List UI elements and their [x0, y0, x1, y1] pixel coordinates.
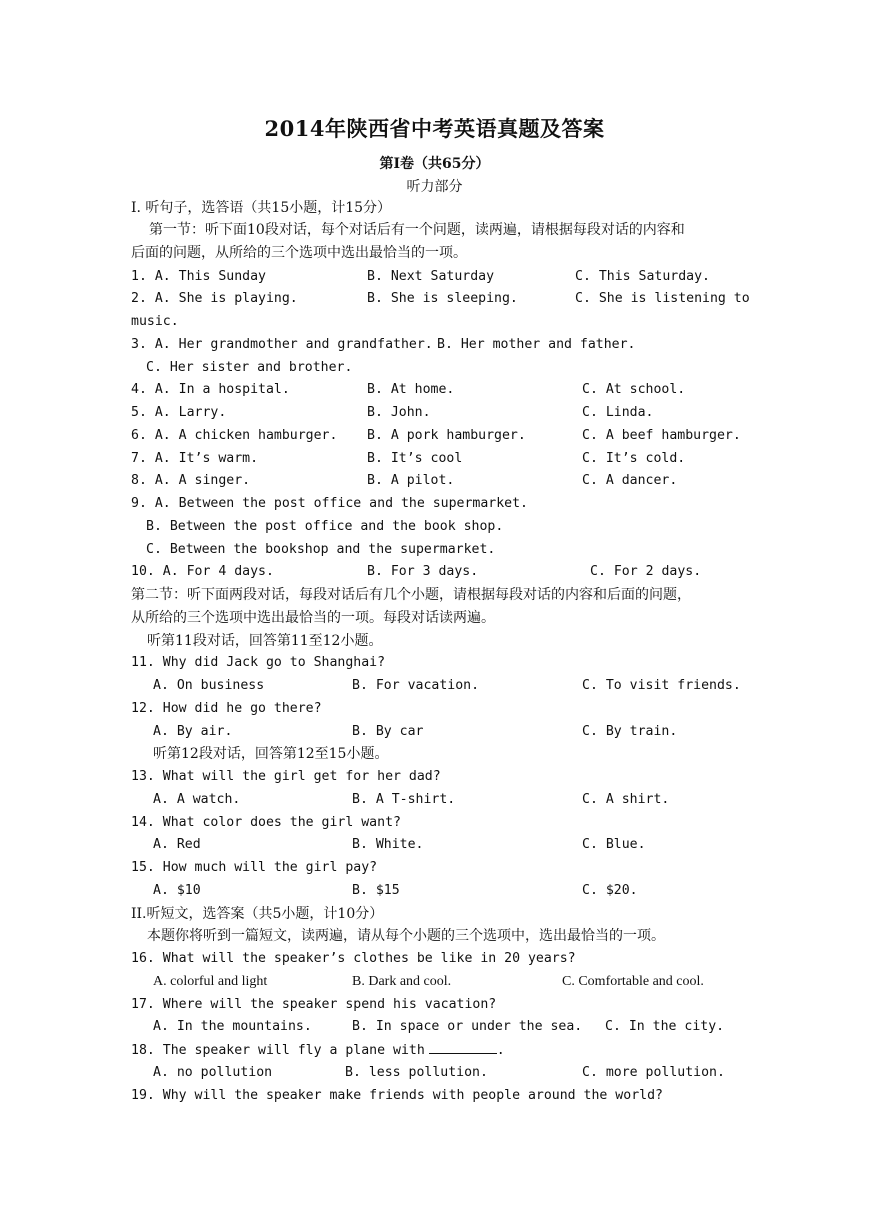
q13-option-b: B. A T-shirt. [352, 792, 456, 807]
q1-option-a: 1. A. This Sunday [131, 269, 266, 284]
q9-option-a: 9. A. Between the post office and the supermarket. [131, 496, 528, 511]
q15-option-c: C. $20. [582, 883, 638, 898]
q15-option-a: A. $10 [153, 883, 201, 898]
q16-question: 16. What will the speaker’s clothes be like in 20 years? [131, 951, 576, 966]
q17-option-c: C. In the city. [605, 1019, 725, 1034]
q7-option-c: C. It’s cold. [582, 451, 686, 466]
q5-option-a: 5. A. Larry. [131, 405, 227, 420]
q13-option-c: C. A shirt. [582, 792, 670, 807]
q2-option-c-cont: music. [131, 314, 179, 329]
q10-option-a: 10. A. For 4 days. [131, 564, 274, 579]
section-ii-heading: II.听短文，选答案（共5小题，计10分） [131, 906, 384, 922]
q17-question: 17. Where will the speaker spend his vacation? [131, 997, 497, 1012]
q5-option-b: B. John. [367, 405, 431, 420]
part-heading: 听力部分 [406, 179, 463, 195]
q15-question: 15. How much will the girl pay? [131, 860, 378, 875]
q18-option-a: A. no pollution [153, 1065, 273, 1080]
q1-option-c: C. This Saturday. [575, 269, 710, 284]
q14-option-a: A. Red [153, 837, 201, 852]
q14-question: 14. What color does the girl want? [131, 815, 401, 830]
q12-option-c: C. By train. [582, 724, 678, 739]
q8-option-c: C. A dancer. [582, 473, 678, 488]
q4-option-c: C. At school. [582, 382, 686, 397]
section2-intro-line2: 从所给的三个选项中选出最恰当的一项。每段对话读两遍。 [131, 610, 495, 626]
q3-option-c: C. Her sister and brother. [146, 360, 353, 375]
dialogue11-heading: 听第11段对话，回答第11至12小题。 [147, 633, 383, 649]
q9-option-b: B. Between the post office and the book shop. [146, 519, 504, 534]
q3-option-a: 3. A. Her grandmother and grandfather. [131, 337, 433, 352]
q11-option-b: B. For vacation. [352, 678, 480, 693]
q2-option-a: 2. A. She is playing. [131, 291, 298, 306]
q7-option-a: 7. A. It’s warm. [131, 451, 259, 466]
q5-option-c: C. Linda. [582, 405, 654, 420]
q4-option-b: B. At home. [367, 382, 455, 397]
q16-option-a: A. colorful and light [153, 974, 268, 989]
q11-option-c: C. To visit friends. [582, 678, 741, 693]
q4-option-a: 4. A. In a hospital. [131, 382, 290, 397]
q16-option-b: B. Dark and cool. [352, 974, 452, 989]
q8-option-b: B. A pilot. [367, 473, 455, 488]
answer-blank [429, 1041, 497, 1054]
q9-option-c: C. Between the bookshop and the supermarket. [146, 542, 496, 557]
q10-option-c: C. For 2 days. [590, 564, 702, 579]
q12-option-a: A. By air. [153, 724, 233, 739]
q18-option-c: C. more pollution. [582, 1065, 725, 1080]
q15-option-b: B. $15 [352, 883, 400, 898]
q18-question-text: 18. The speaker will fly a plane with [131, 1043, 425, 1058]
q17-option-a: A. In the mountains. [153, 1019, 312, 1034]
q6-option-b: B. A pork hamburger. [367, 428, 526, 443]
section2-intro-line1: 第二节：听下面两段对话，每段对话后有几个小题，请根据每段对话的内容和后面的问题， [131, 587, 691, 603]
q12-question: 12. How did he go there? [131, 701, 322, 716]
dialogue12-heading: 听第12段对话，回答第12至15小题。 [153, 746, 389, 762]
q6-option-c: C. A beef hamburger. [582, 428, 741, 443]
section1-intro-line1: 第一节：听下面10段对话，每个对话后有一个问题，读两遍，请根据每段对话的内容和 [149, 222, 685, 238]
q2-option-c: C. She is listening to [575, 291, 750, 306]
q3-option-b: B. Her mother and father. [437, 337, 636, 352]
q18-question [131, 1041, 505, 1060]
q1-option-b: B. Next Saturday [367, 269, 495, 284]
q17-option-b: B. In space or under the sea. [352, 1019, 583, 1034]
q11-question: 11. Why did Jack go to Shanghai? [131, 655, 386, 670]
q2-option-b: B. She is sleeping. [367, 291, 518, 306]
q10-option-b: B. For 3 days. [367, 564, 479, 579]
page-title: 2014年陕西省中考英语真题及答案 [264, 116, 605, 141]
q14-option-b: B. White. [352, 837, 424, 852]
q18-option-b: B. less pollution. [345, 1065, 488, 1080]
q12-option-b: B. By car [352, 724, 424, 739]
volume-heading: 第I卷（共65分） [379, 156, 490, 172]
section-ii-intro: 本题你将听到一篇短文，读两遍，请从每个小题的三个选项中，选出最恰当的一项。 [147, 928, 665, 944]
q19-question: 19. Why will the speaker make friends with people around the world? [131, 1088, 663, 1103]
section1-heading: I. 听句子，选答语（共15小题，计15分） [131, 200, 392, 216]
q11-option-a: A. On business [153, 678, 265, 693]
q18-question-end: . [496, 1043, 505, 1058]
section1-intro-line2: 后面的问题，从所给的三个选项中选出最恰当的一项。 [131, 245, 467, 261]
q6-option-a: 6. A. A chicken hamburger. [131, 428, 338, 443]
q13-option-a: A. A watch. [153, 792, 241, 807]
q13-question: 13. What will the girl get for her dad? [131, 769, 441, 784]
q14-option-c: C. Blue. [582, 837, 646, 852]
q16-option-c: C. Comfortable and cool. [562, 974, 704, 989]
q8-option-a: 8. A. A singer. [131, 473, 251, 488]
q7-option-b: B. It’s cool [367, 451, 463, 466]
